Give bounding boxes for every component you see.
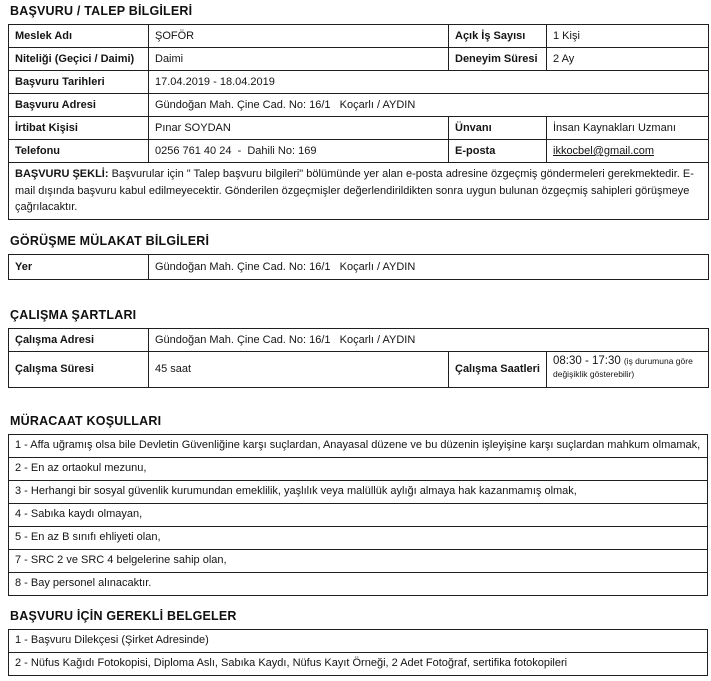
table-row (9, 140, 709, 163)
field-value-title: İnsan Kaynakları Uzmanı (547, 117, 709, 140)
table-row (9, 94, 709, 117)
required-documents-table (8, 629, 708, 676)
field-value-email (547, 140, 709, 163)
section-heading-application-info: BAŞVURU / TALEP BİLGİLERİ (10, 4, 193, 18)
list-item (9, 503, 708, 526)
field-value-application-address: Gündoğan Mah. Çine Cad. No: 16/1 Koçarlı / AYDIN (149, 94, 709, 117)
list-item (9, 629, 708, 652)
list-item (9, 572, 708, 595)
table-row (9, 71, 709, 94)
field-label-work-address: Çalışma Adresi (9, 328, 149, 351)
requirement-item-5: 5 - En az B sınıfı ehliyeti olan, (9, 526, 708, 549)
requirement-item-2: 2 - En az ortaokul mezunu, (9, 457, 708, 480)
field-label-work-hours: Çalışma Saatleri (449, 351, 547, 387)
table-row (9, 163, 709, 220)
table-row (9, 328, 709, 351)
table-row (9, 117, 709, 140)
interview-info-table (8, 254, 709, 280)
field-value-qualification: Daimi (149, 48, 449, 71)
application-requirements-table (8, 434, 708, 596)
section-application-requirements (8, 414, 711, 596)
field-value-application-dates: 17.04.2019 - 18.04.2019 (149, 71, 709, 94)
application-info-table (8, 24, 709, 220)
requirement-item-7: 7 - SRC 2 ve SRC 4 belgelerine sahip olan, (9, 549, 708, 572)
section-heading-application-requirements: MÜRACAAT KOŞULLARI (10, 413, 162, 428)
work-hours-range: 08:30 - 17:30 (553, 354, 621, 367)
section-interview-info (8, 234, 711, 280)
requirement-item-3: 3 - Herhangi bir sosyal güvenlik kurumundan emeklilik, yaşlılık veya malüllük aylığı almaya hak kazanmamış olmak, (9, 480, 708, 503)
work-hours-note: (iş durumuna göre değişiklik gösterebilir) (553, 355, 693, 379)
section-application-info (8, 4, 711, 220)
list-item (9, 652, 708, 675)
working-conditions-table (8, 328, 709, 388)
requirement-item-8: 8 - Bay personel alınacaktır. (9, 572, 708, 595)
field-value-work-duration: 45 saat (149, 351, 449, 387)
section-working-conditions (8, 308, 711, 388)
field-value-open-positions: 1 Kişi (547, 25, 709, 48)
field-value-interview-place: Gündoğan Mah. Çine Cad. No: 16/1 Koçarlı / AYDIN (149, 254, 709, 279)
field-value-experience: 2 Ay (547, 48, 709, 71)
table-row (9, 254, 709, 279)
field-value-contact-person: Pınar SOYDAN (149, 117, 449, 140)
field-label-contact-person: İrtibat Kişisi (9, 117, 149, 140)
field-value-occupation: ŞOFÖR (149, 25, 449, 48)
field-label-experience: Deneyim Süresi (449, 48, 547, 71)
list-item (9, 434, 708, 457)
table-row (9, 351, 709, 387)
field-label-email: E-posta (449, 140, 547, 163)
application-method-label: BAŞVURU ŞEKLİ: (15, 168, 109, 180)
email-link[interactable]: ikkocbel@gmail.com (553, 145, 655, 157)
section-heading-working-conditions: ÇALIŞMA ŞARTLARI (10, 307, 137, 322)
field-label-work-duration: Çalışma Süresi (9, 351, 149, 387)
document-item-2: 2 - Nüfus Kağıdı Fotokopisi, Diploma Aslı, Sabıka Kaydı, Nüfus Kayıt Örneği, 2 Adet Fotoğraf, sertifika fotokopileri (9, 652, 708, 675)
list-item (9, 549, 708, 572)
field-value-work-address: Gündoğan Mah. Çine Cad. No: 16/1 Koçarlı / AYDIN (149, 328, 709, 351)
field-value-work-hours (547, 351, 709, 387)
field-label-qualification: Niteliği (Geçici / Daimi) (9, 48, 149, 71)
field-label-phone: Telefonu (9, 140, 149, 163)
requirement-item-1: 1 - Affa uğramış olsa bile Devletin Güvenliğine karşı suçlardan, Anayasal düzene ve bu düzenin işleyişine karşı suçlardan mahkum olmamak, (9, 434, 708, 457)
application-method-note (9, 163, 709, 220)
field-label-title: Ünvanı (449, 117, 547, 140)
field-label-open-positions: Açık İş Sayısı (449, 25, 547, 48)
field-label-application-address: Başvuru Adresi (9, 94, 149, 117)
section-required-documents (8, 609, 711, 676)
list-item (9, 457, 708, 480)
table-row (9, 25, 709, 48)
field-value-phone: 0256 761 40 24 - Dahili No: 169 (149, 140, 449, 163)
section-heading-required-documents: BAŞVURU İÇİN GEREKLİ BELGELER (10, 608, 237, 623)
table-row (9, 48, 709, 71)
field-label-application-dates: Başvuru Tarihleri (9, 71, 149, 94)
field-label-occupation: Meslek Adı (9, 25, 149, 48)
field-label-interview-place: Yer (9, 254, 149, 279)
list-item (9, 480, 708, 503)
list-item (9, 526, 708, 549)
document-item-1: 1 - Başvuru Dilekçesi (Şirket Adresinde) (9, 629, 708, 652)
section-heading-interview-info: GÖRÜŞME MÜLAKAT BİLGİLERİ (10, 233, 210, 248)
application-method-text: Başvurular için " Talep başvuru bilgileri" bölümünde yer alan e-posta adresine özgeçmiş göndermeleri gerekmektedir. E-mail dışında başvuru kabul edilmeyecektir. Gönderilen özgeçmişler değerlendirildikten sonra uygun bulunan özgeçmiş sahipleri görüşmeye çağrılacaktır. (15, 168, 694, 213)
requirement-item-4: 4 - Sabıka kaydı olmayan, (9, 503, 708, 526)
